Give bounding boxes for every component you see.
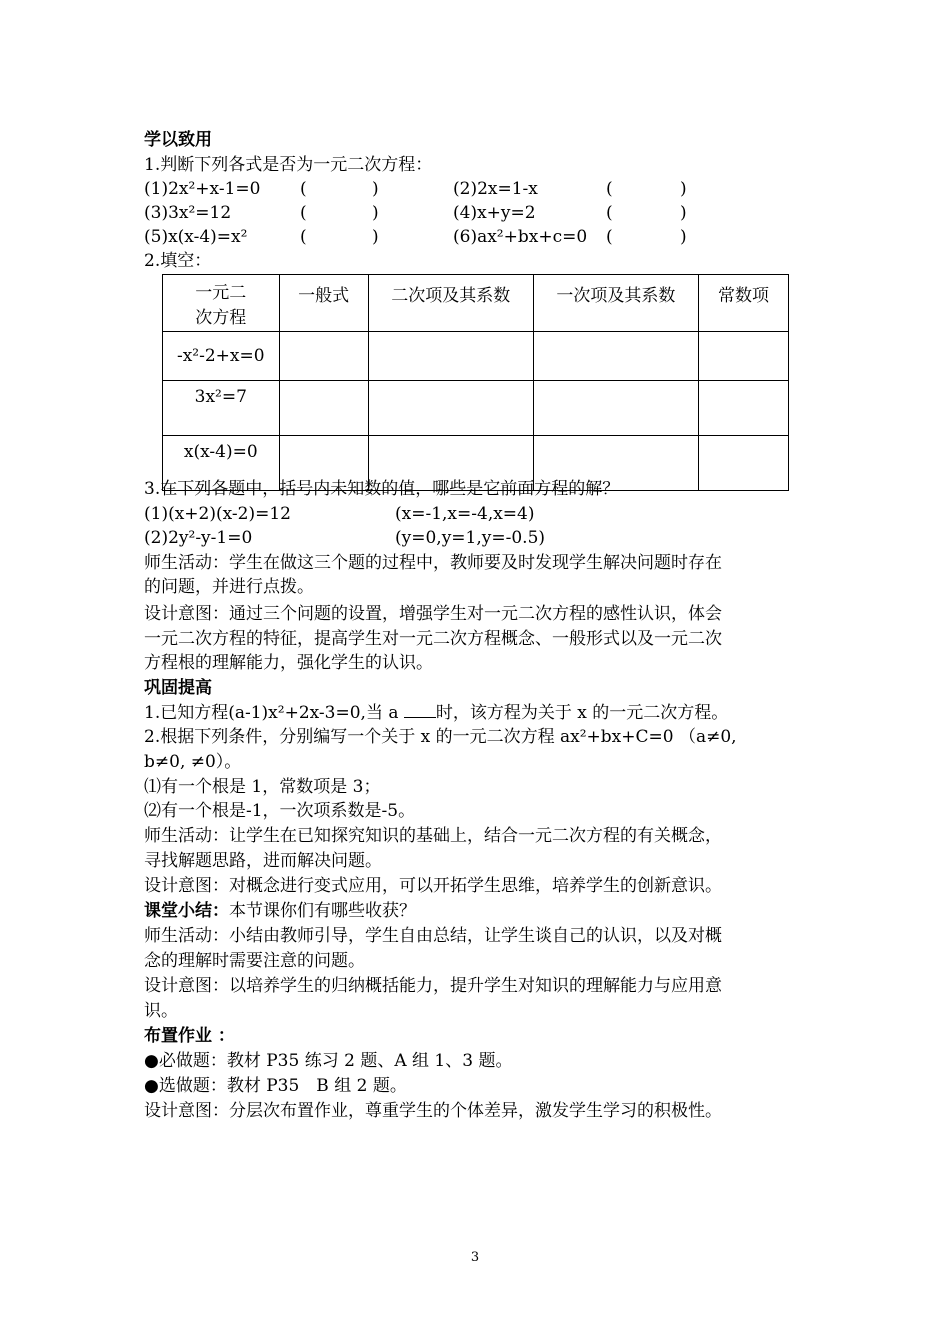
q3-eq-1: (1)(x+2)(x-2)=12 <box>144 504 291 524</box>
intent-text: 一元二次方程的特征，提高学生对一元二次方程概念、一般形式以及一元二次 <box>144 629 722 649</box>
summary-prompt: 本节课你们有哪些收获？ <box>229 901 416 921</box>
table-cell-blank <box>368 381 533 436</box>
table-cell-blank <box>698 332 788 381</box>
paren-close: ) <box>680 203 687 223</box>
table-cell-equation: -x²-2+x=0 <box>163 332 280 381</box>
paren-open: ( <box>606 203 613 223</box>
paren-close: ) <box>372 227 379 247</box>
section-title-apply: 学以致用 <box>144 130 212 150</box>
paren-close: ) <box>372 179 379 199</box>
header-text-line: 次方程 <box>195 308 247 328</box>
intent-text: 方程根的理解能力，强化学生的认识。 <box>144 653 433 673</box>
activity-text: 念的理解时需要注意的问题。 <box>144 951 365 971</box>
eq-3: (3)3x²=12 <box>144 203 232 223</box>
table-cell-equation: x(x-4)=0 <box>163 436 280 491</box>
eq-5: (5)x(x-4)=x² <box>144 227 248 247</box>
activity-text: 寻找解题思路，进而解决问题。 <box>144 851 382 871</box>
section-title-summary: 课堂小结： <box>144 901 229 921</box>
condition-2: ⑵有一个根是-1，一次项系数是-5。 <box>144 801 416 821</box>
table-row <box>163 381 789 436</box>
activity-text: 师生活动：让学生在已知探究知识的基础上，结合一元二次方程的有关概念， <box>144 826 722 846</box>
paren-open: ( <box>300 179 307 199</box>
consolidate-question-2: 2.根据下列条件，分别编写一个关于 x 的一元二次方程 ax²+bx+C=0 （a≠0, <box>144 727 737 747</box>
eq-2: (2)2x=1-x <box>453 179 538 199</box>
table-header-linear: 一次项及其系数 <box>533 275 698 332</box>
condition-1: ⑴有一个根是 1，常数项是 3； <box>144 777 381 797</box>
eq-4: (4)x+y=2 <box>453 203 536 223</box>
q3-values-1: (x=-1,x=-4,x=4) <box>395 504 535 524</box>
activity-text: 师生活动：小结由教师引导，学生自由总结，让学生谈自己的认识，以及对概 <box>144 926 722 946</box>
paren-close: ) <box>680 179 687 199</box>
paren-open: ( <box>606 179 613 199</box>
paren-close: ) <box>680 227 687 247</box>
table-cell-blank <box>698 436 788 491</box>
intent-text: 识。 <box>144 1001 178 1021</box>
intent-text: 设计意图：分层次布置作业，尊重学生的个体差异，激发学生学习的积极性。 <box>144 1101 722 1121</box>
table-cell-equation: 3x²=7 <box>163 381 280 436</box>
question-2: 2.填空： <box>144 251 212 271</box>
activity-text: 的问题，并进行点拨。 <box>144 577 314 597</box>
table-header-general: 一般式 <box>279 275 368 332</box>
intent-text: 设计意图：对概念进行变式应用，可以开拓学生思维，培养学生的创新意识。 <box>144 876 722 896</box>
table-header-row <box>163 275 789 332</box>
question-text: 时，该方程为关于 x 的一元二次方程。 <box>435 703 729 723</box>
eq-1: (1)2x²+x-1=0 <box>144 179 261 199</box>
table-cell-blank <box>533 381 698 436</box>
question-1: 1.判断下列各式是否为一元二次方程： <box>144 155 433 175</box>
table-cell-blank <box>533 332 698 381</box>
page-number: 3 <box>470 1250 480 1265</box>
consolidate-question-2-cont: b≠0, ≠0）。 <box>144 752 242 772</box>
eq-6: (6)ax²+bx+c=0 <box>453 227 588 247</box>
header-text-line: 一元二 <box>195 283 247 303</box>
homework-required: ●必做题：教材 P35 练习 2 题、A 组 1、3 题。 <box>144 1051 513 1071</box>
paren-close: ) <box>372 203 379 223</box>
q3-values-2: (y=0,y=1,y=-0.5) <box>395 528 546 548</box>
table-row <box>163 332 789 381</box>
paren-open: ( <box>606 227 613 247</box>
homework-optional: ●选做题：教材 P35 B 组 2 题。 <box>144 1076 407 1096</box>
paren-open: ( <box>300 227 307 247</box>
paren-open: ( <box>300 203 307 223</box>
section-title-homework: 布置作业 ： <box>144 1026 235 1046</box>
table-cell-blank <box>279 332 368 381</box>
summary-line <box>144 899 416 923</box>
intent-text: 设计意图：以培养学生的归纳概括能力，提升学生对知识的理解能力与应用意 <box>144 976 722 996</box>
table-header-constant: 常数项 <box>698 275 788 332</box>
section-title-consolidate: 巩固提高 <box>144 678 212 698</box>
table-cell-blank <box>698 381 788 436</box>
table-header-quadratic: 二次项及其系数 <box>368 275 533 332</box>
table-header-equation <box>163 275 280 332</box>
table-cell-blank <box>368 332 533 381</box>
intent-text: 设计意图：通过三个问题的设置，增强学生对一元二次方程的感性认识，体会 <box>144 604 722 624</box>
activity-text: 师生活动：学生在做这三个题的过程中，教师要及时发现学生解决问题时存在 <box>144 553 722 573</box>
answer-blank <box>404 701 436 718</box>
consolidate-question-1 <box>144 701 728 725</box>
question-text: 1.已知方程(a-1)x²+2x-3=0,当 a <box>144 703 404 723</box>
q3-eq-2: (2)2y²-y-1=0 <box>144 528 253 548</box>
table-cell-blank <box>279 381 368 436</box>
question-3: 3.在下列各题中，括号内未知数的值，哪些是它前面方程的解？ <box>144 479 620 499</box>
fill-in-table <box>162 274 789 491</box>
